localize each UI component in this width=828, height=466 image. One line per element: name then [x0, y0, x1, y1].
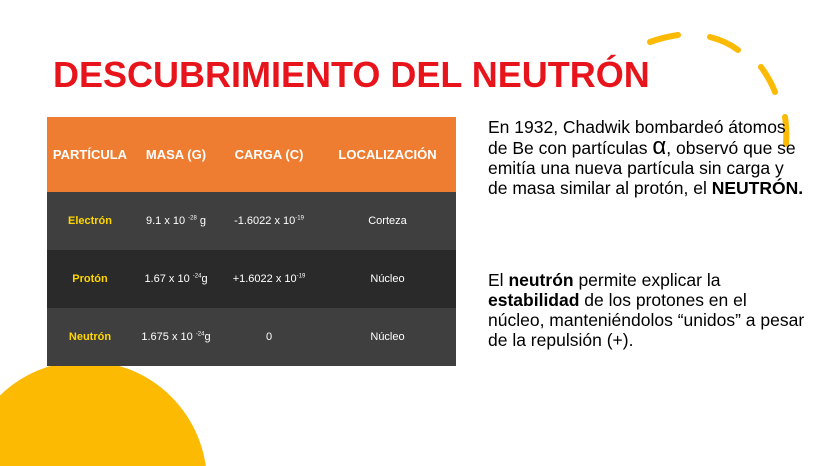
arc-dash-1 — [650, 35, 678, 42]
yellow-circle-decoration — [0, 361, 207, 466]
neutron-bold: NEUTRÓN. — [711, 178, 804, 198]
alpha-symbol: α — [652, 133, 667, 160]
particle-name: Neutrón — [47, 308, 133, 366]
particle-location: Núcleo — [319, 250, 456, 308]
header-mass: MASA (G) — [133, 117, 219, 192]
particle-mass: 9.1 x 10 $^{-28}$ g — [133, 192, 219, 250]
particle-charge: -1.6022 x $10^{-19}$ — [219, 192, 319, 250]
particle-name: Electrón — [47, 192, 133, 250]
particle-location: Corteza — [319, 192, 456, 250]
header-charge: CARGA (C) — [219, 117, 319, 192]
particle-name: Protón — [47, 250, 133, 308]
header-particle: PARTÍCULA — [47, 117, 133, 192]
table-header-row — [47, 117, 456, 192]
arc-dash-2 — [710, 37, 738, 50]
table-row — [47, 250, 456, 308]
arc-dash-3 — [761, 67, 775, 92]
table-row — [47, 308, 456, 366]
particle-charge: +1.6022 x $10^{-19}$ — [219, 250, 319, 308]
chadwick-paragraph: En 1932, Chadwik bombardeó átomos de Be con partículas α, observó que se emitía una nueva partícula sin carga y de masa similar al protón, el NEUTRÓN. — [488, 117, 804, 198]
page-title: DESCUBRIMIENTO DEL NEUTRÓN — [53, 54, 650, 95]
header-location: LOCALIZACIÓN — [319, 117, 456, 192]
particle-charge: 0 — [219, 308, 319, 366]
particle-location: Núcleo — [319, 308, 456, 366]
table-row — [47, 192, 456, 250]
particles-table — [47, 117, 456, 366]
particle-mass: 1.67 x 10 $^{-24}$g — [133, 250, 219, 308]
particle-mass: 1.675 x 10 $^{-24}$g — [133, 308, 219, 366]
neutron-stability-paragraph: El neutrón permite explicar la estabilidad de los protones en el núcleo, manteniéndolos “unidos” a pesar de la repulsión (+). — [488, 270, 805, 350]
